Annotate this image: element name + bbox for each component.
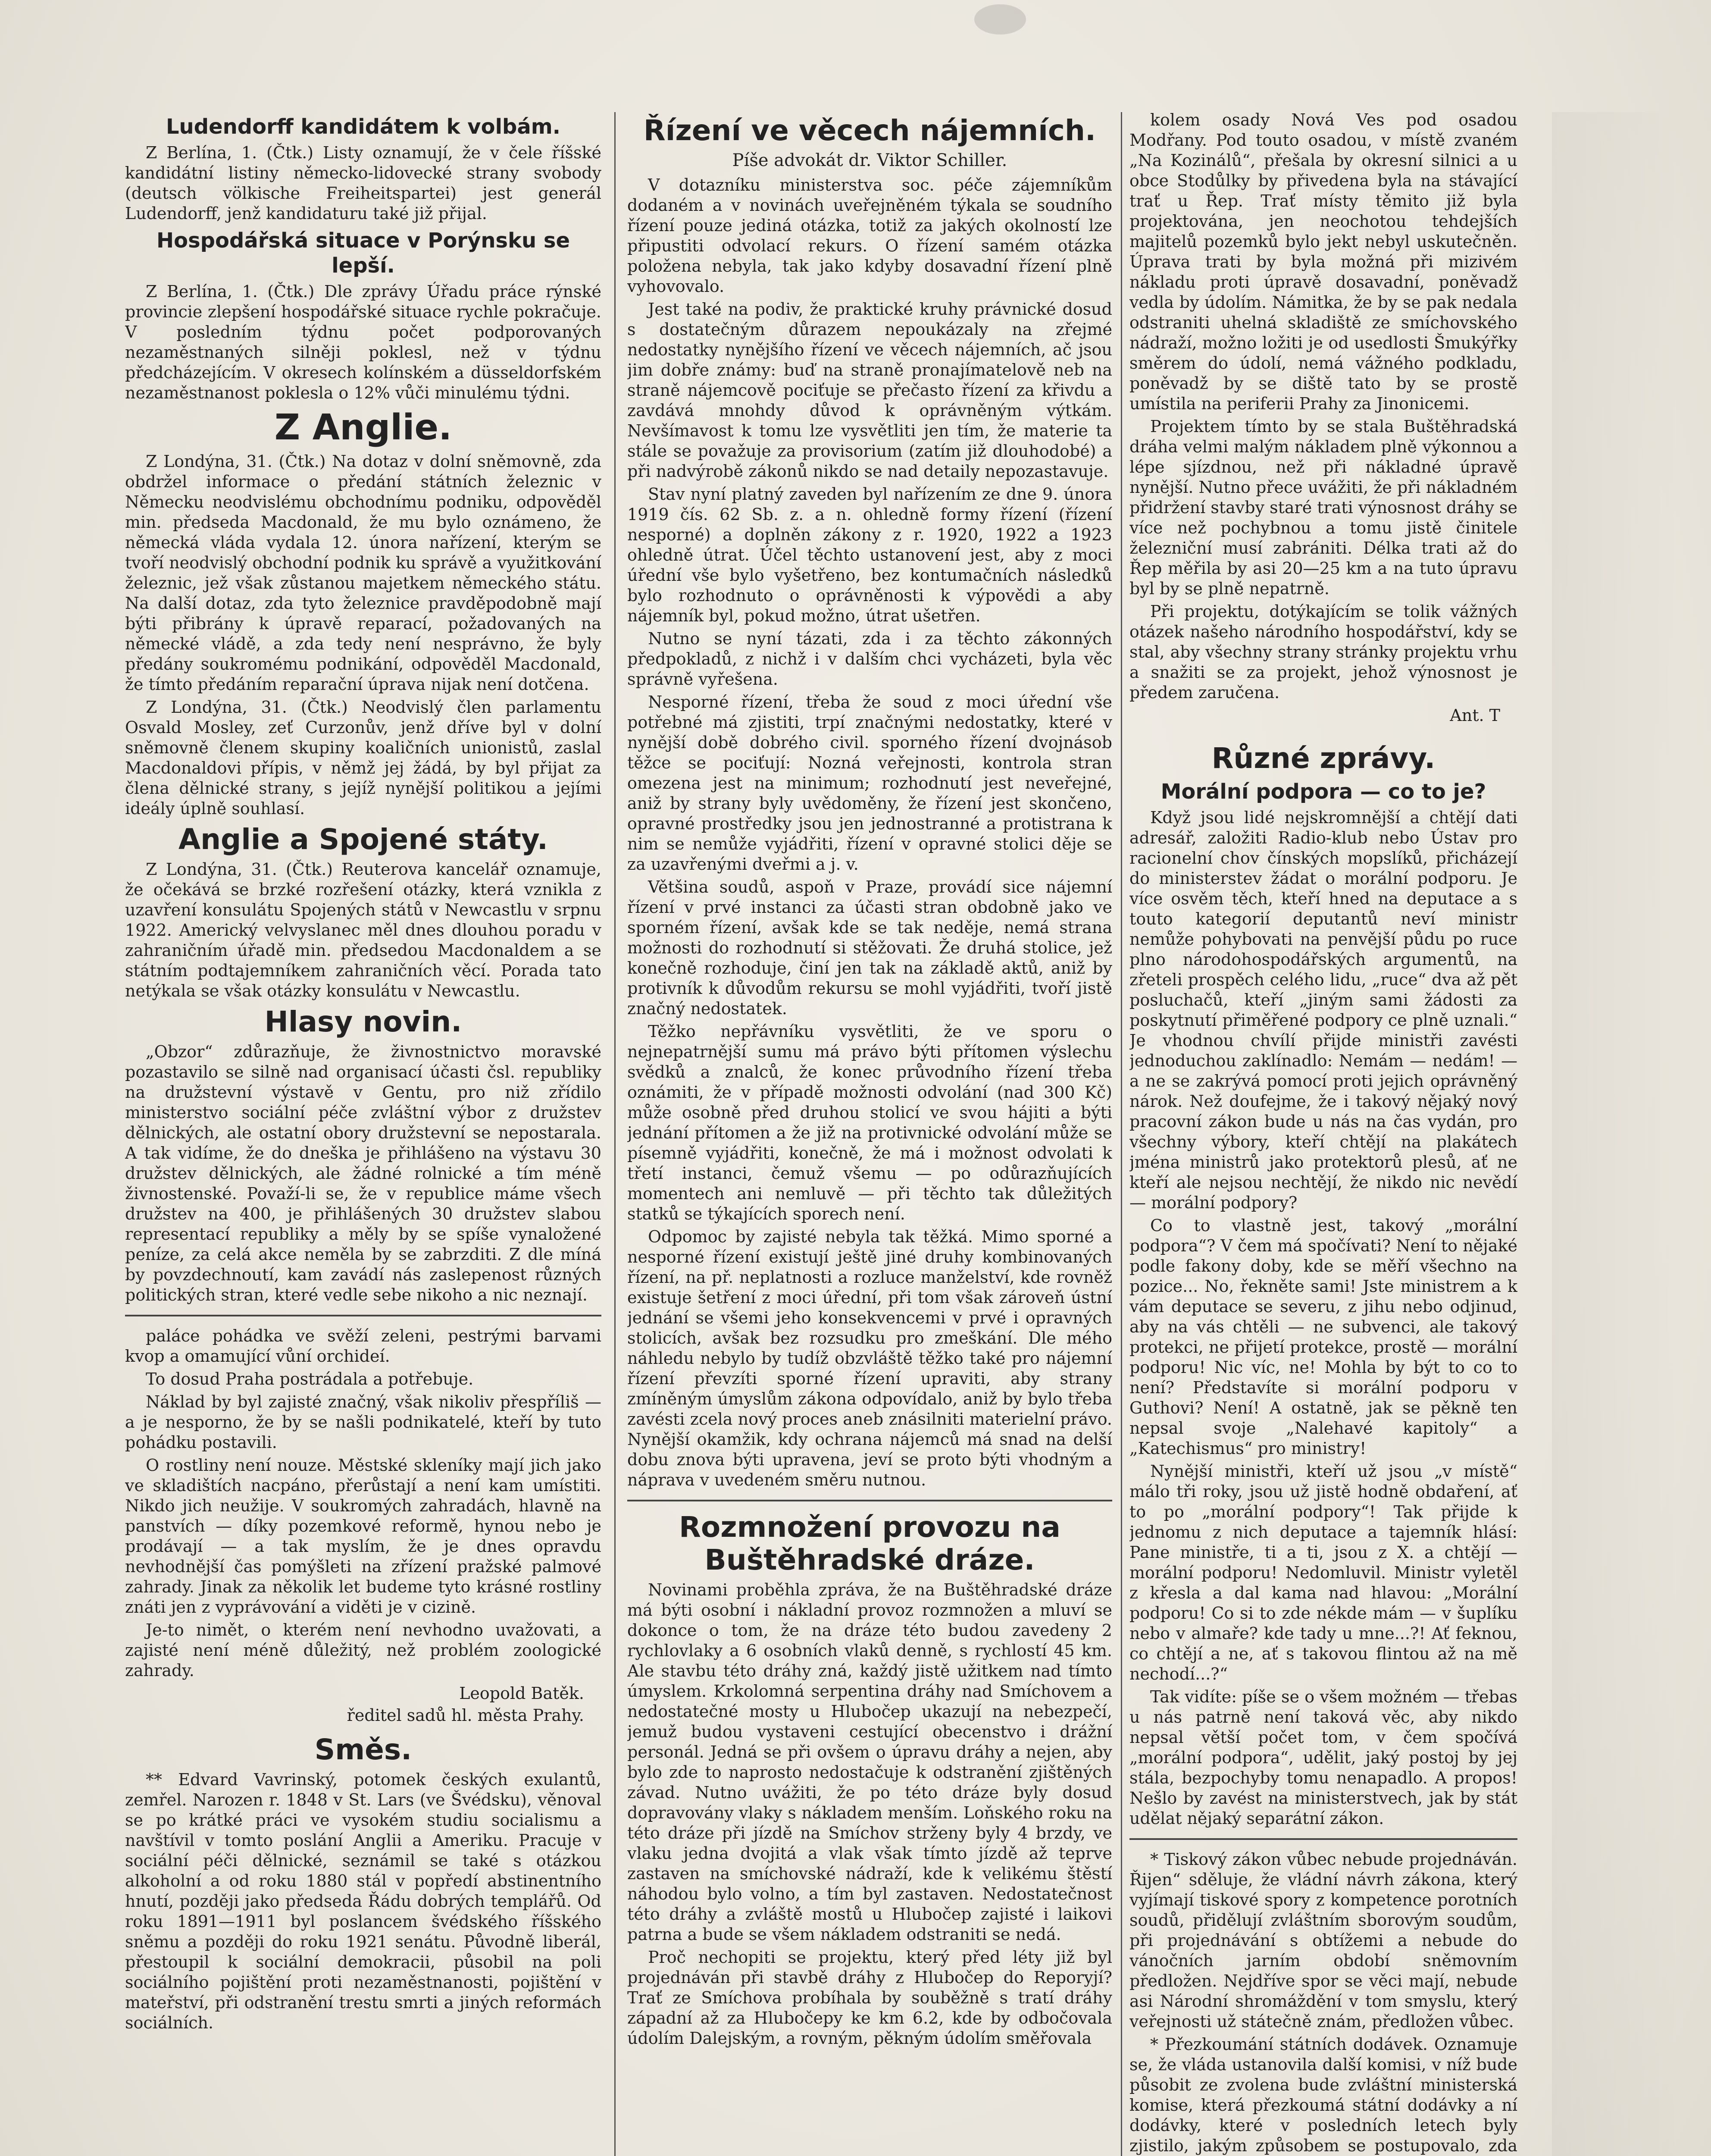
article-byline: Píše advokát dr. Viktor Schiller.: [732, 150, 1007, 170]
column-left: [125, 110, 601, 2156]
article-body: Když jsou lidé nejskromnější a chtějí dati adresář, založiti Radio-klub nebo Ústav pro racionelní chov čínských mopslíků, přicházejí do ministerstev žádat o morální podporu. Je více osvěm těch, kteří hned na deputace a s touto kategorií deputantů neví ministr nemůže pohybovati na penvější půdu po ruce plno národohospodářských argumentů, na zřeteli prospěch celého lidu, „ruce“ dva až pět posluchačů, kteří „jiným sami žádosti za poskytnutí přiměřené podpory ce plně uznali.“ Je vhodnou chvílí přijde ministři zavésti jednoduchou zaklínadlo: Nemám — nedám! — a ne se zakrývá pomocí proti jejich oprávněný nárok. Než doufejme, že i takový nějaký nový pracovní zákon bude u nás na čas vydán, pro všechny výbory, kteří chtějí na plakátech jména ministrů jako protektorů plesů, ať ne kteří ale nejsou nechtějí, že nikdo nic nevědí — morální podpory?: [1129, 808, 1517, 1212]
article-body: Z Berlína, 1. (Čtk.) Listy oznamují, že v čele říšské kandidátní listiny německo-lidovecké strany svobody (deutsch völkische Freiheitspartei) jest generál Ludendorff, jenž kandidaturu také již přijal.: [125, 143, 601, 223]
news-notice: * Přezkoumání státních dodávek. Oznamuje se, že vláda ustanovila další komisi, v níž bude působit ze zvolena bude zvláštní ministerská komise, která přezkoumá státní dodávky a ní dodávky, které v posledních letech byly zjistilo, jakým způsobem se postupovalo, zda: [1129, 2035, 1517, 2155]
article-body: Z Londýna, 31. (Čtk.) Na dotaz v dolní sněmovně, zda obdržel informace o předání státních železnic v Německu neodvislému obchodnímu podniku, odpověděl min. předseda Macdonald, že mu bylo oznámeno, že německá vláda vydala 12. února nařízení, kterým se tvoří neodvislý obchodní podnik ku správě a využitkování železnic, jež však zůstanou majetkem německého státu. Na další dotaz, zda tyto železnice pravděpodobně mají býti přibrány k úpravě reparací, požadovaných na německé vládě, a zda tedy není nesprávno, že byly předány soukromému podnikání, odpověděl Macdonald, že tímto předáním reparační úprava nijak není dotčena.: [125, 452, 601, 694]
news-notice: * Tiskový zákon vůbec nebude projednáván. Řijen“ sděluje, že vládní návrh zákona, který vyjímají tiskové spory z kompetence porotních soudů, přidělují zvláštním sborovým soudům, při projednávání s obtížemi a nebude do vánočních jarním období sněmovním předložen. Nejdříve spor se věci mají, nebude asi Národní shromáždění v tom smyslu, který veřejnosti už státečně znám, předložen vůbec.: [1129, 1850, 1517, 2031]
author-signature: Ant. T: [1450, 706, 1500, 725]
article-body: Projektem tímto by se stala Buštěhradská dráha velmi malým nákladem plně výkonnou a lépe sjízdnou, než při nákladné úpravě nynější. Nutno přece uvážiti, že při nákladném přidržení stavby staré trati výnosnost dráhy se více než pochybnou a tomu jistě činitele železniční musí zabrániti. Délka trati až do Řep měřila by asi 20—25 km a na tuto úpravu byl by se plně nepatrně.: [1129, 417, 1517, 598]
article-body: Z Londýna, 31. (Čtk.) Neodvislý člen parlamentu Osvald Mosley, zeť Curzonův, jenž dříve byl v dolní sněmovně členem skupiny koaličních unionistů, zaslal Macdonaldovi přípis, v němž jej žádá, by byl přijat za člena dělnické strany, s jejíž nynější politikou a jejími ideály úplně souhlasí.: [125, 698, 601, 818]
article-body: Těžko nepřávníku vysvětliti, že ve sporu o nejnepatrnější sumu má právo býti přítomen výslechu svědků a znalců, že konec průvodního řízení třeba oznámiti, že v případě možnosti odvolání (nad 300 Kč) může osobně před druhou stolicí ve svou hájiti a býti jednání přítomen a že již na protivnické odvolání může se písemně vyjádřiti, konečně, že má i možnost odvolati k třetí instanci, čemuž všemu — po odůrazňujících momentech ani nemluvě — při těchto tak důležitých statků se týkajících sporech není.: [627, 1022, 1112, 1223]
article-headline: Anglie a Spojené státy.: [178, 823, 548, 856]
article-body: O rostliny není nouze. Městské skleníky mají jich jako ve skladištích nacpáno, přerůstají a není kam umístiti. Nikdo jich neužije. V soukromých zahradách, hlavně na panstvích — díky pozemkové reformě, hynou nebo je prodávají — a tak myslím, že je dnes opravdu nevhodnější čas pomýšleti na zřízení pražské palmové zahrady. Jinak za několik let budeme tyto krásné rostliny znáti jen z vyprávování a viděti je v cizině.: [125, 1456, 601, 1617]
article-body: Je-to nimět, o kterém není nevhodno uvažovati, a zajisté není méně důležitý, než problém zoologické zahrady.: [125, 1620, 601, 1680]
article-headline: Rozmnožení provozu na Buštěhradské dráze.: [679, 1510, 1060, 1576]
article-body: Z Berlína, 1. (Čtk.) Dle zprávy Úřadu práce rýnské provincie zlepšení hospodářské situace rychle pokračuje. V posledním týdnu počet podporovaných nezaměstnaných silněji poklesl, než v týdnu předcházejícím. V okresech kolínském a düsseldorfském nezaměstnanost poklesla o 12% vůči minulému týdni.: [125, 282, 601, 402]
section-divider: [627, 1500, 1112, 1501]
article-body: Z Londýna, 31. (Čtk.) Reuterova kancelář oznamuje, že očekává se brzké rozřešení otázky, která vznikla z uzavření konsulátu Spojených států v Newcastlu v srpnu 1922. Americký velvyslanec měl dnes dlouhou poradu v zahraničním úřadě min. předsedou Macdonaldem a se státním podtajemníkem zahraničních věcí. Porada tato netýkala se však otázky konsulátu v Newcastlu.: [125, 860, 601, 1000]
article-body: Nesporné řízení, třeba že soud z moci úřední vše potřebné má zjistiti, trpí značnými nedostatky, které v nynější době dobrého civil. sporného řízení dvojnásob těžce se pociťují: Nozná veřejnosti, kontrola stran omezena jest na minimum; rozhodnutí jest neveřejné, aniž by strany byly uvědoměny, že řízení jest skončeno, opravné prostředky jsou jen jednostranné a protistrana k nim se nemůže vyjádřiti, řízení v opravné stolici děje se za uzavřenými dveřmi a j. v.: [627, 693, 1112, 874]
article-body: V dotazníku ministerstva soc. péče zájemníkům dodaném a v novinách uveřejněném týkala se soudního řízení pouze jediná otázka, totiž za jakých okolností lze připustiti odvolací rekurs. O řízení samém otázka položena nebyla, tak jako kdyby dosavadní řízení plně vyhovovalo.: [627, 175, 1112, 296]
article-body: Stav nyní platný zaveden byl nařízením ze dne 9. února 1919 čís. 62 Sb. z. a n. ohledně formy řízení (řízení nesporné) a doplněn zákony z r. 1920, 1922 a 1923 ohledně útrat. Účel těchto ustanovení jest, aby z moci úřední vše bylo vyšetřeno, bez kontumačních následků bylo rozhodnuto o oprávněnosti k výpovědi a aby nájemník byl, pokud možno, útrat ušetřen.: [627, 485, 1112, 625]
page-edge-shadow: [1552, 112, 1681, 2156]
article-body: Odpomoc by zajisté nebyla tak těžká. Mimo sporné a nesporné řízení existují ještě jiné druhy kombinovaných řízení, na př. neplatnosti a rozluce manželství, kde rovněž existuje šetření z moci úřední, při tom však zároveň ústní jednání se všemi jeho konsekvencemi v prvé i opravných stolicích, avšak bez rozsudku pro zmeškání. Dle mého náhledu nebylo by tudíž obzvláště těžko také pro nájemní řízení převzíti sporné řízení upraviti, aby strany zmíněným úmyslům zákona odpovídalo, aniž by bylo třeba zavésti zcela nový proces aneb znásilniti materielní právo. Nynější okamžik, kdy ochrana nájemců má snad na delší dobu znova býti upravena, jeví se proto býti vhodným a náprava v uvedeném směru nutnou.: [627, 1227, 1112, 1489]
article-body: Jest také na podiv, že praktické kruhy právnické dosud s dostatečným důrazem nepoukázaly na zřejmé nedostatky nynějšího řízení ve věcech nájemních, ač jsou jim dobře známy: buď na straně pronajímatelově neb na straně nájemcově pociťuje se přečasto řízení za křivdu a zavdává mnohdy důvod k oprávněným výtkám. Nevšímavost k tomu lze vysvětliti jen tím, že materie ta stále se považuje za provisorium (zatím již dlouhodobé) a při nadvýrobě zákonů nikdo se nad detaily nepozastavuje.: [627, 300, 1112, 481]
column-right: [1129, 110, 1517, 2156]
article-body: Proč nechopiti se projektu, který před léty již byl projednáván při stavbě dráhy z Hlubočep do Reporyjí? Trať ze Smíchova probíhala by souběžně s tratí dráhy západní až za Hlubočepy ke km 6.2, kde by odbočovala údolím Dalejským, a rovným, pěkným údolím směřovala: [627, 1948, 1112, 2048]
article-headline: Hospodářská situace v Porýnsku se lepší.: [156, 229, 570, 278]
article-headline: Hlasy novin.: [264, 1005, 462, 1038]
author-signature: Leopold Batěk.: [459, 1684, 584, 1703]
article-headline: Z Anglie.: [274, 407, 452, 448]
article-body: ** Edvard Vavrinský, potomek českých exulantů, zemřel. Narozen r. 1848 v St. Lars (ve Švédsku), věnoval se po krátké práci ve vysokém studiu socialismu a navštívil v tomto poslání Anglii a Ameriku. Pracuje v sociální péči dělnické, seznámil se také s otázkou alkoholní a od roku 1880 stál v popředí abstinentního hnutí, později jako předseda Řádu dobrých templářů. Od roku 1891—1911 byl poslancem švédského říšského sněmu a později do roku 1921 senátu. Původně liberál, přestoupil k sociální demokracii, působil na poli sociálního pojištění proti nezaměstnanosti, pojištění v mateřství, při odstranění trestu smrti a jiných reformách sociálních.: [125, 1770, 601, 2032]
ink-smudge: [974, 4, 1026, 34]
article-body: Nutno se nyní tázati, zda i za těchto zákonných předpokladů, z nichž i v dalším chci vycházeti, byla věc správně vyřešena.: [627, 629, 1112, 689]
article-body: „Obzor“ zdůrazňuje, že živnostnictvo moravské pozastavilo se silně nad organisací účasti čsl. republiky na družstevní výstavě v Gentu, pro niž zřídilo ministerstvo sociální péče zvláštní výbor z družstev dělnických, ale ostatní obory družstevní se nepostarala. A tak vidíme, že do dneška je přihlášeno na výstavu 30 družstev dělnických, ale žádné rolnické a tím méně živnostenské. Považí-li se, že v republice máme všech družstev na 400, je přihlášených 30 družstev slabou representací republiky a měly by se spíše vynaložené peníze, za celá akce neměla by se zabrzditi. Z dle míná by povzdechnoutí, kam zavádí nás zaslepenost různých politických stran, které vedle sebe nikoho a nic neznají.: [125, 1042, 601, 1304]
article-headline: Ludendorff kandidátem k volbám.: [166, 115, 561, 139]
section-headline: Různé zprávy.: [1211, 742, 1436, 775]
section-headline: Směs.: [314, 1733, 412, 1766]
section-divider: [1129, 1838, 1517, 1840]
article-headline: Řízení ve věcech nájemních.: [643, 114, 1096, 147]
column-rule: [614, 112, 616, 2156]
section-divider: [125, 1315, 601, 1316]
article-body: kolem osady Nová Ves pod osadou Modřany. Pod touto osadou, v místě zvaném „Na Kozinálů“, přešala by okresní silnici a u obce Stodůlky by přivedena byla na stávající trať u Řep. Trať místy těmito již byla projektována, jen neochotou tehdejších majitelů pozemků bylo jekt nebyl uskutečněn. Úprava trati by byla možná při mizivém nákladu proti úpravě dosavadní, poněvadž vedla by údolím. Námitka, že by se pak nedala odstraniti uhelná skladiště ze smíchovského nádraží, možno ložiti je od usedlosti Šmukýřky směrem do údolí, nemá vážného podkladu, poněvadž by se diště tato by se prostě umístila na periferii Prahy za Jinonicemi.: [1129, 110, 1517, 413]
column-rule: [1121, 112, 1122, 2156]
article-body: Nynější ministři, kteří už jsou „v místě“ málo tři roky, jsou už jistě hodně obdaření, ať to po „morální podpory“! Tak přijde k jednomu z nich deputace a tajemník hlásí: Pane ministře, ti a ti, jsou z X. a chtějí — morální podporu! Nedomluvil. Ministr vyletěl z křesla a dal kama nad hlavou: „Morální podporu! Co si to zde nékde mám — v šuplíku nebo v almaře? kde tady u mne...?! Ať feknou, co chtějí a ne, ať s takovou flintou až na mě nechodí...?“: [1129, 1462, 1517, 1683]
article-body: paláce pohádka ve svěží zeleni, pestrými barvami kvop a omamující vůní orchideí.: [125, 1326, 601, 1366]
article-body: Při projektu, dotýkajícím se tolik vážných otázek našeho národního hospodářství, kdy se stal, aby všechny strany stránky projektu vrhu a snažiti se za projekt, jehož výnosnost je předem zaručena.: [1129, 602, 1517, 702]
article-body: Co to vlastně jest, takový „morální podpora“? V čem má spočívati? Není to nějaké podle fakony doby, kde se měří všechno na pozice... No, řekněte sami! Jste ministrem a k vám deputace se severu, z jihu nebo odjinud, aby na vás chtěli — ne subvenci, ale takový protekci, ne přijetí protekce, prostě — morální podporu! Nic víc, ne! Mohla by být to co to není? Představíte si morální podporu v Guthovi? Není! A ostatně, jak se pěkně ten nepsal svoje „Nalehavé kapitoly“ a „Katechismus“ pro ministry!: [1129, 1216, 1517, 1458]
author-role: ředitel sadů hl. města Prahy.: [347, 1706, 584, 1725]
article-body: Novinami proběhla zpráva, že na Buštěhradské dráze má býti osobní i nákladní provoz rozmnožen a mluví se dokonce o tom, že na dráze této budou zavedeny 2 rychlovlaky a 6 osobních vlaků denně, s rychlostí 45 km. Ale stavbu této dráhy zná, každý jistě užitkem nad tímto úmyslem. Krkolomná serpentina dráhy nad Smíchovem a nedostatečné mosty u Hlubočep ukazují na nebezpečí, jemuž budou vystaveni cestující obecenstvo i drážní personál. Jedná se při ovšem o úpravu dráhy a nejen, aby bylo zde to naprosto nedostačuje k odstranění zjištěných závad. Nutno uvážiti, že po této dráze byly dosud dopravovány vlaky s nákladem menším. Loňského roku na této dráze při jízdě na Smíchov strženy byly 4 brzdy, ve vlaku jedna dvojitá a vlak však tímto jízdě až teprve zastaven na smíchovské nádraží, kde k velikému štěstí náhodou bylo volno, a tím byl zastaven. Nedostatečnost této dráhy a zvláště mostů u Hlubočep zajisté i laikovi patrna a bude se všem nákladem odstraniti se nedá.: [627, 1580, 1112, 1944]
article-body: Tak vidíte: píše se o všem možném — třebas u nás patrně není taková věc, aby nikdo nepsal větší počet tom, v čem spočívá „morální podpora“, udělit, jaký postoj by jej stála, bezpochyby tomu nenapadlo. A propos! Nešlo by zavést na ministerstvech, jak by stát udělat nějaký separátní zákon.: [1129, 1687, 1517, 1828]
article-body: To dosud Praha postrádala a potřebuje.: [146, 1369, 474, 1388]
article-headline: Morální podpora — co to je?: [1160, 780, 1486, 804]
column-middle: [627, 110, 1112, 2156]
article-body: Náklad by byl zajisté značný, však nikoliv přespříliš — a je nesporno, že by se našli podnikatelé, kteří by tuto pohádku postavili.: [125, 1392, 601, 1452]
article-body: Většina soudů, aspoň v Praze, provádí sice nájemní řízení v prvé instanci za účasti stran obdobně jako ve sporném řízení, avšak kde se tak neděje, nemá strana možnosti do rozhodnutí si stěžovati. Že druhá stolice, jež konečně rozhoduje, činí jen tak na základě aktů, aniž by protivník k důvodům rekursu se mohl vyjádřiti, tvoří jistě značný nedostatek.: [627, 877, 1112, 1018]
